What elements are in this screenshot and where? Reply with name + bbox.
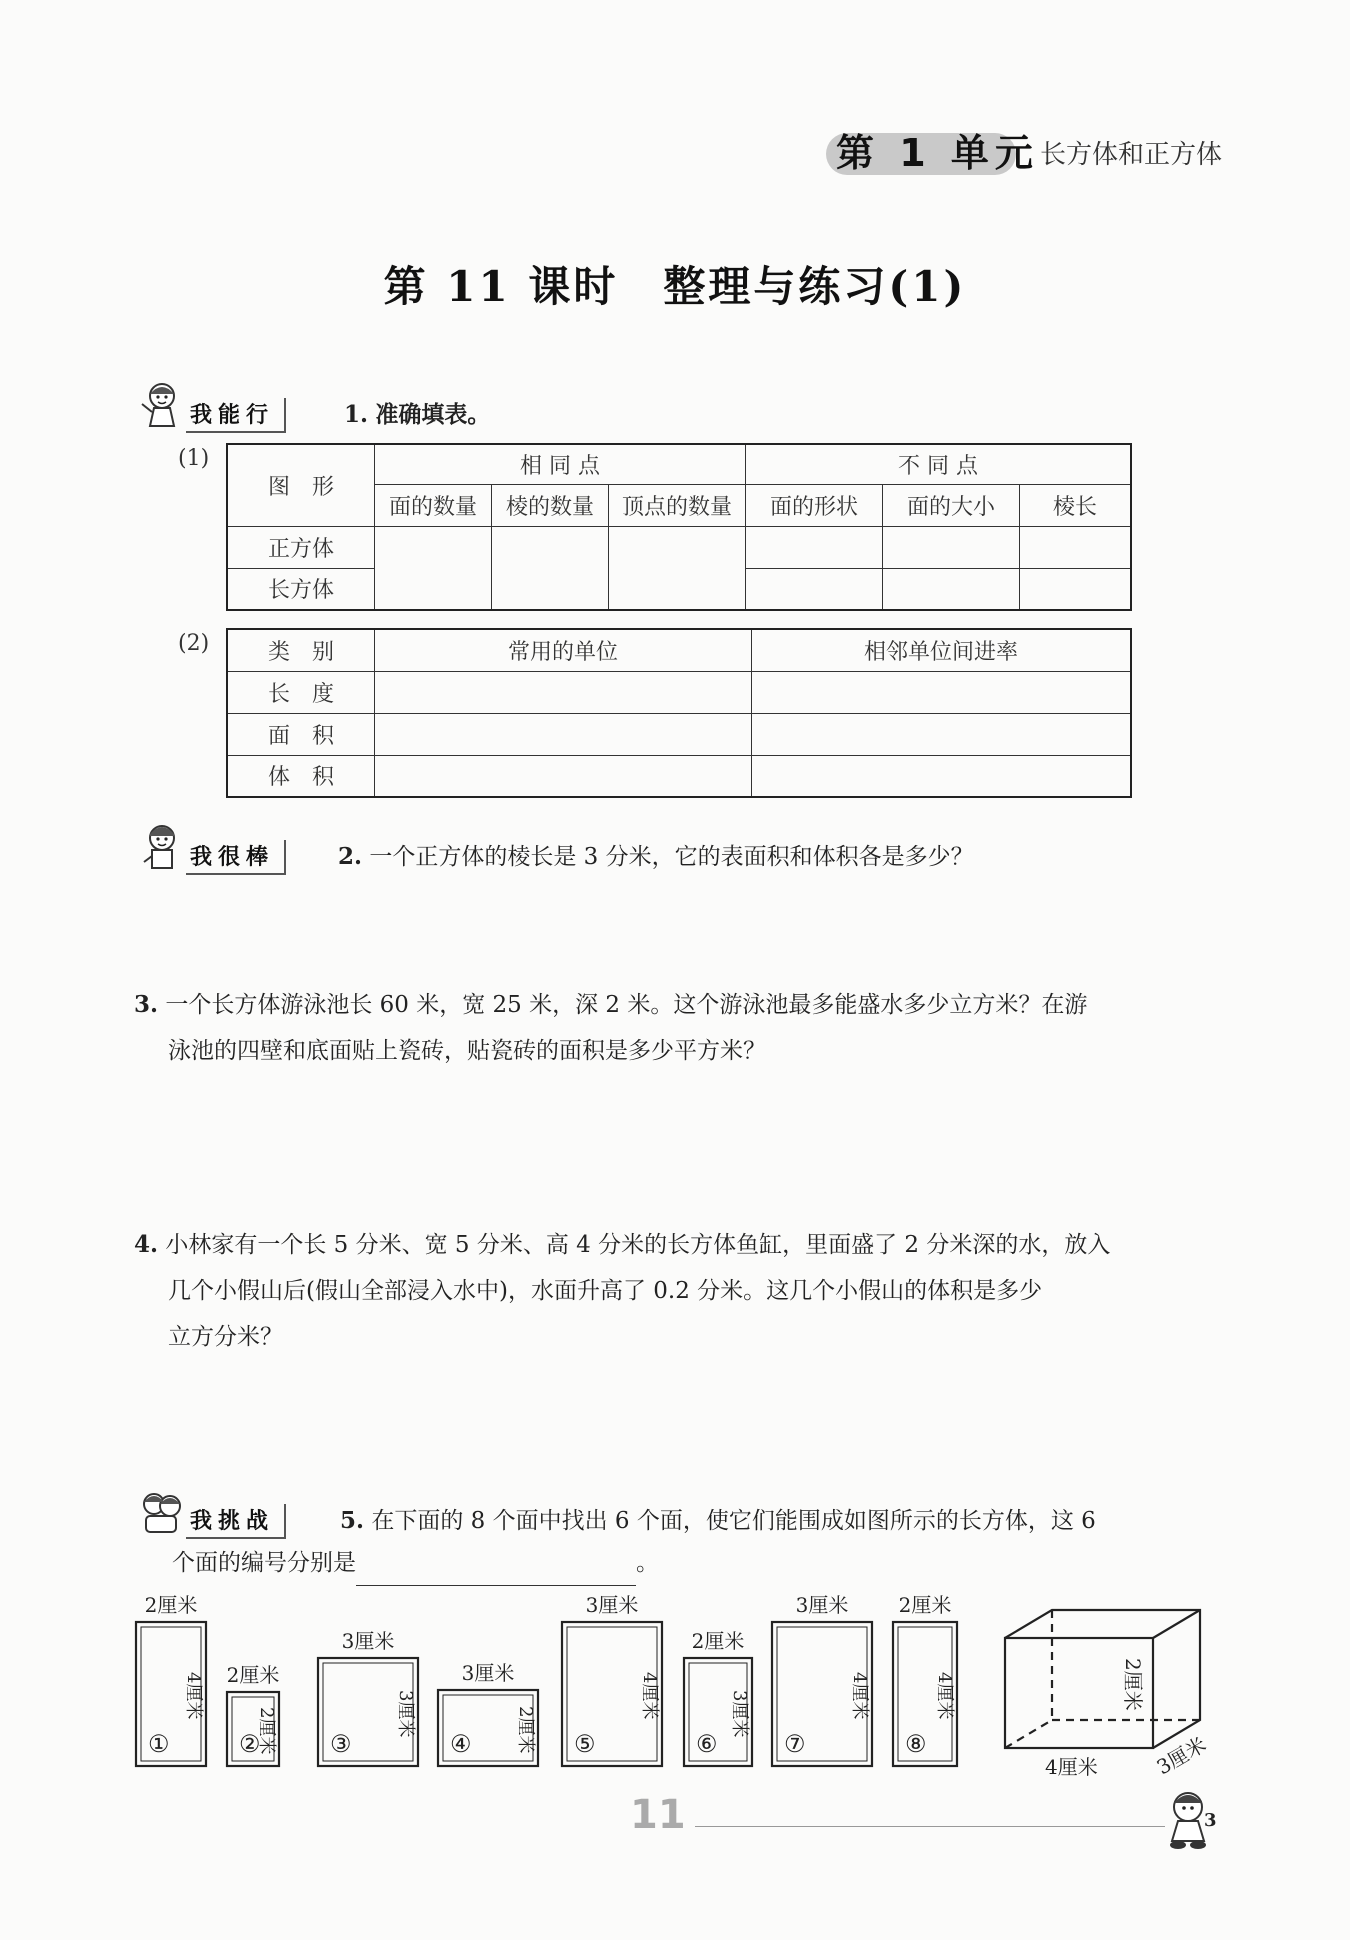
- face-8: [893, 1593, 957, 1766]
- question-text: 在下面的 8 个面中找出 6 个面，使它们能围成如图所示的长方体，这 6: [371, 1508, 1096, 1534]
- answer-cell[interactable]: [375, 713, 752, 755]
- face-side-label: 4厘米: [934, 1672, 955, 1720]
- answer-cell[interactable]: [375, 755, 752, 797]
- face-side-label: 2厘米: [256, 1707, 277, 1755]
- face-number: ⑤: [574, 1730, 596, 1758]
- page-number: 11: [630, 1792, 686, 1838]
- answer-cell[interactable]: [746, 568, 883, 610]
- answer-cell[interactable]: [1020, 568, 1132, 610]
- face-side-label: 4厘米: [639, 1672, 660, 1720]
- corner-mark: 3: [1204, 1810, 1217, 1831]
- face-top-label: 3厘米: [585, 1593, 639, 1617]
- face-top-label: 2厘米: [691, 1629, 745, 1653]
- face-5: [562, 1593, 662, 1766]
- question-text: 一个长方体游泳池长 60 米，宽 25 米，深 2 米。这个游泳池最多能盛水多少立方米？在游: [165, 992, 1088, 1018]
- face-top-label: 2厘米: [226, 1663, 280, 1687]
- face-number: ①: [148, 1730, 170, 1758]
- table-1: [226, 443, 1132, 611]
- question-number: 5.: [340, 1507, 365, 1534]
- question-text: 小林家有一个长 5 分米、宽 5 分米、高 4 分米的长方体鱼缸，里面盛了 2 分米深的水，放入: [165, 1232, 1111, 1258]
- table-row-label: 长方体: [227, 568, 375, 610]
- question-number: 2.: [338, 843, 363, 870]
- face-side-label: 4厘米: [849, 1672, 870, 1720]
- table-subheader: 顶点的数量: [609, 484, 746, 526]
- table-row-label: 面 积: [227, 713, 375, 755]
- cuboid-width-label: 3厘米: [1152, 1732, 1211, 1780]
- face-number: ③: [330, 1730, 352, 1758]
- footer-rule: [695, 1826, 1165, 1827]
- answer-cell[interactable]: [752, 713, 1132, 755]
- table-header: 相邻单位间进率: [752, 629, 1132, 671]
- answer-cell[interactable]: [375, 526, 492, 610]
- answer-cell[interactable]: [746, 526, 883, 568]
- lesson-title: 第 11 课时 整理与练习(1): [383, 262, 967, 311]
- table-header: 类 别: [227, 629, 375, 671]
- question-1: [344, 392, 490, 438]
- face-number: ⑦: [784, 1730, 806, 1758]
- section-badge-2: [140, 834, 340, 880]
- question-number: 3.: [134, 991, 159, 1018]
- cuboid-height-label: 2厘米: [1121, 1658, 1145, 1711]
- table-subheader: 面的形状: [746, 484, 883, 526]
- answer-cell[interactable]: [752, 755, 1132, 797]
- face-7: [772, 1593, 872, 1766]
- face-side-label: 3厘米: [729, 1690, 750, 1738]
- face-side-label: 4厘米: [183, 1672, 204, 1720]
- table-1-tag: (1): [178, 446, 210, 471]
- question-4: [134, 1222, 1234, 1360]
- unit-label: 第 1 单元: [836, 131, 1039, 175]
- table-2-tag: (2): [178, 631, 210, 656]
- face-side-label: 3厘米: [395, 1690, 416, 1738]
- section-badge-3: [140, 1498, 340, 1544]
- answer-cell[interactable]: [883, 526, 1020, 568]
- answer-cell[interactable]: [752, 671, 1132, 713]
- footer-mascot-icon: [1160, 1785, 1230, 1855]
- table-header: 常用的单位: [375, 629, 752, 671]
- face-top-label: 3厘米: [341, 1629, 395, 1653]
- question-text: 个面的编号分别是: [172, 1550, 356, 1576]
- question-text: 。: [636, 1550, 659, 1576]
- table-header-same: 相 同 点: [375, 444, 746, 484]
- question-text: 准确填表。: [375, 401, 491, 428]
- mascot-boy-icon: [140, 822, 182, 874]
- answer-cell[interactable]: [1020, 526, 1132, 568]
- section-badge-1: [140, 392, 340, 438]
- question-number: 4.: [134, 1231, 159, 1258]
- cuboid-length-label: 4厘米: [1045, 1755, 1098, 1779]
- question-number: 1.: [344, 401, 369, 428]
- unit-subtitle: 长方体和正方体: [1040, 140, 1223, 170]
- badge-label: 我很棒: [186, 840, 286, 875]
- cuboid-edge: [1153, 1610, 1200, 1638]
- table-row-label: 体 积: [227, 755, 375, 797]
- face-number: ⑧: [905, 1730, 927, 1758]
- table-subheader: 面的大小: [883, 484, 1020, 526]
- table-subheader: 棱长: [1020, 484, 1132, 526]
- question-text: 泳池的四壁和底面贴上瓷砖，贴瓷砖的面积是多少平方米？: [168, 1038, 766, 1064]
- badge-label: 我能行: [186, 398, 286, 433]
- cuboid-diagram: [1005, 1610, 1200, 1748]
- face-1: [136, 1593, 206, 1766]
- answer-cell[interactable]: [375, 671, 752, 713]
- face-top-label: 3厘米: [795, 1593, 849, 1617]
- mascot-girl-icon: [140, 380, 182, 432]
- table-header-shape: 图 形: [227, 444, 375, 526]
- face-top-label: 2厘米: [144, 1593, 198, 1617]
- table-header-diff: 不 同 点: [746, 444, 1132, 484]
- face-number: ②: [239, 1730, 261, 1758]
- unit-header: [826, 125, 1246, 185]
- question-3: [134, 982, 1234, 1074]
- mascot-pair-icon: [140, 1486, 182, 1538]
- answer-cell[interactable]: [609, 526, 746, 610]
- faces-figure: [0, 1580, 1350, 1780]
- answer-cell[interactable]: [883, 568, 1020, 610]
- table-subheader: 棱的数量: [492, 484, 609, 526]
- face-number: ⑥: [696, 1730, 718, 1758]
- question-text: 一个正方体的棱长是 3 分米，它的表面积和体积各是多少？: [369, 844, 974, 870]
- face-4: [438, 1661, 538, 1766]
- answer-cell[interactable]: [492, 526, 609, 610]
- table-row-label: 长 度: [227, 671, 375, 713]
- badge-label: 我挑战: [186, 1504, 286, 1539]
- face-number: ④: [450, 1730, 472, 1758]
- table-2: [226, 628, 1132, 798]
- face-top-label: 2厘米: [898, 1593, 952, 1617]
- question-text: 几个小假山后(假山全部浸入水中)，水面升高了 0.2 分米。这几个小假山的体积是多少: [168, 1278, 1043, 1304]
- cuboid-hidden-edge: [1005, 1720, 1052, 1748]
- face-6: [684, 1629, 752, 1766]
- table-row-label: 正方体: [227, 526, 375, 568]
- cuboid-back-edges: [1005, 1610, 1200, 1748]
- question-text: 立方分米？: [168, 1324, 283, 1350]
- question-2: [338, 834, 974, 880]
- table-subheader: 面的数量: [375, 484, 492, 526]
- face-side-label: 2厘米: [515, 1706, 536, 1754]
- face-top-label: 3厘米: [461, 1661, 515, 1685]
- question-5: [340, 1498, 1240, 1544]
- face-2: [227, 1663, 280, 1766]
- face-3: [318, 1629, 418, 1766]
